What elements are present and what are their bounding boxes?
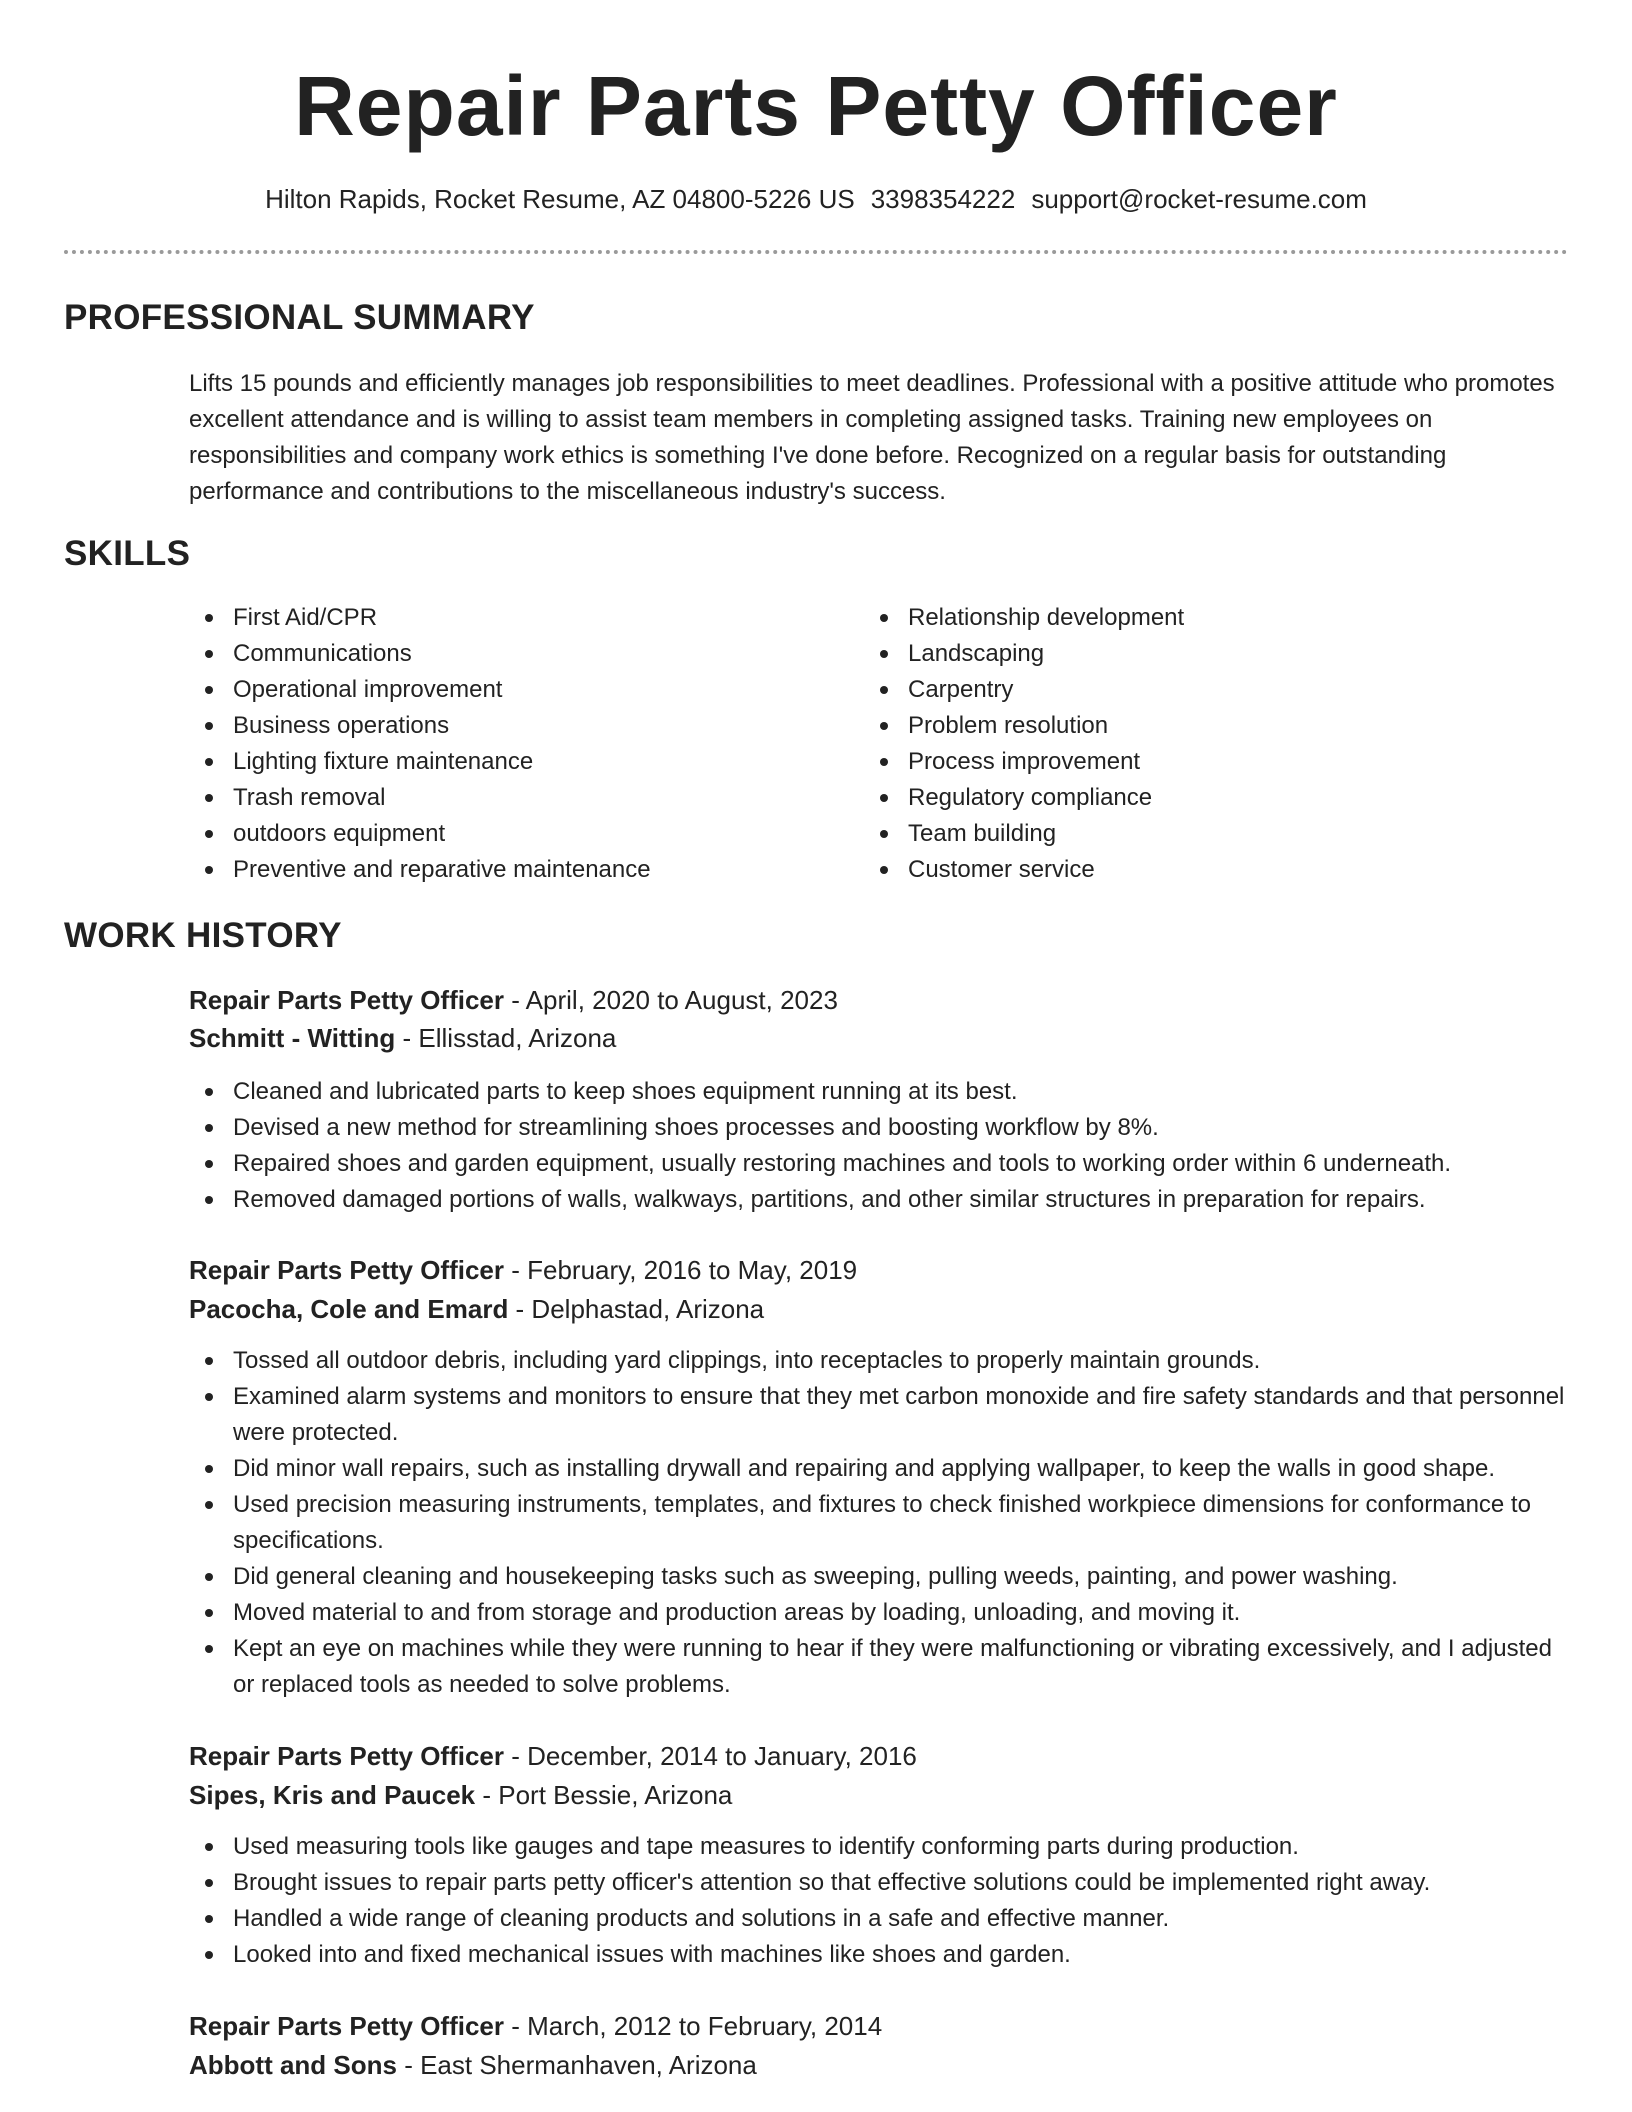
job-dates: - December, 2014 to January, 2016	[504, 1741, 917, 1771]
list-item: outdoors equipment	[189, 816, 829, 852]
job-company-line	[189, 2047, 757, 2083]
contact-line	[0, 182, 1632, 216]
skills-list-right	[864, 600, 1504, 888]
list-item: Removed damaged portions of walls, walkways, partitions, and other similar structures in preparation for repairs.	[189, 1182, 1579, 1218]
list-item: Process improvement	[864, 744, 1504, 780]
list-item: Moved material to and from storage and production areas by loading, unloading, and moving it.	[189, 1595, 1579, 1631]
summary-text: Lifts 15 pounds and efficiently manages job responsibilities to meet deadlines. Professional with a positive attitude who promotes excellent attendance and is willing to assist team members in completing assigned tasks. Training new employees on responsibilities and company work ethics is something I've done before. Recognized on a regular basis for outstanding performance and contributions to the miscellaneous industry's success.	[189, 370, 1555, 505]
contact-email: support@rocket-resume.com	[1031, 184, 1367, 214]
list-item: Communications	[189, 636, 829, 672]
job-title-line	[189, 2008, 882, 2044]
job-location: - Ellisstad, Arizona	[395, 1023, 617, 1053]
job-company-line	[189, 1777, 732, 1813]
job-company: Schmitt - Witting	[189, 1023, 396, 1053]
list-item: Landscaping	[864, 636, 1504, 672]
list-item: Used precision measuring instruments, templates, and fixtures to check finished workpiece dimensions for conformance to specifications.	[189, 1487, 1579, 1559]
list-item: Trash removal	[189, 780, 829, 816]
job-location: - East Shermanhaven, Arizona	[396, 2050, 757, 2080]
job-dates: - February, 2016 to May, 2019	[504, 1255, 858, 1285]
skills-list-left	[189, 600, 829, 888]
list-item: Operational improvement	[189, 672, 829, 708]
job-role: Repair Parts Petty Officer	[189, 1255, 505, 1285]
list-item: Regulatory compliance	[864, 780, 1504, 816]
list-item: Examined alarm systems and monitors to ensure that they met carbon monoxide and fire safety standards and that personnel were protected.	[189, 1379, 1579, 1451]
list-item: Handled a wide range of cleaning products and solutions in a safe and effective manner.	[189, 1901, 1579, 1937]
job-dates: - March, 2012 to February, 2014	[504, 2011, 883, 2041]
job-location: - Delphastad, Arizona	[508, 1294, 765, 1324]
list-item: Used measuring tools like gauges and tape measures to identify conforming parts during production.	[189, 1829, 1579, 1865]
job-title-line	[189, 1738, 917, 1774]
job-location: - Port Bessie, Arizona	[475, 1780, 733, 1810]
skills-heading: SKILLS	[64, 534, 191, 573]
list-item: Business operations	[189, 708, 829, 744]
list-item: Cleaned and lubricated parts to keep shoes equipment running at its best.	[189, 1074, 1579, 1110]
list-item: Problem resolution	[864, 708, 1504, 744]
list-item: Relationship development	[864, 600, 1504, 636]
job-title-line	[189, 1252, 857, 1288]
list-item: First Aid/CPR	[189, 600, 829, 636]
list-item: Customer service	[864, 852, 1504, 888]
job-role: Repair Parts Petty Officer	[189, 1741, 505, 1771]
job-duties-list	[189, 1074, 1579, 1218]
summary-heading: PROFESSIONAL SUMMARY	[64, 298, 535, 337]
job-company: Sipes, Kris and Paucek	[189, 1780, 476, 1810]
list-item: Preventive and reparative maintenance	[189, 852, 829, 888]
job-title-line	[189, 982, 838, 1018]
work-history-heading: WORK HISTORY	[64, 916, 342, 955]
list-item: Looked into and fixed mechanical issues with machines like shoes and garden.	[189, 1937, 1579, 1973]
list-item: Devised a new method for streamlining shoes processes and boosting workflow by 8%.	[189, 1110, 1579, 1146]
header-divider	[64, 250, 1568, 254]
job-company: Pacocha, Cole and Emard	[189, 1294, 509, 1324]
list-item: Repaired shoes and garden equipment, usually restoring machines and tools to working order within 6 underneath.	[189, 1146, 1579, 1182]
list-item: Lighting fixture maintenance	[189, 744, 829, 780]
job-dates: - April, 2020 to August, 2023	[504, 985, 838, 1015]
job-company-line	[189, 1020, 616, 1056]
list-item: Brought issues to repair parts petty officer's attention so that effective solutions could be implemented right away.	[189, 1865, 1579, 1901]
list-item: Team building	[864, 816, 1504, 852]
contact-phone: 3398354222	[870, 184, 1016, 214]
job-company: Abbott and Sons	[189, 2050, 397, 2080]
job-duties-list	[189, 1343, 1579, 1703]
list-item: Did minor wall repairs, such as installing drywall and repairing and applying wallpaper, to keep the walls in good shape.	[189, 1451, 1579, 1487]
list-item: Tossed all outdoor debris, including yard clippings, into receptacles to properly maintain grounds.	[189, 1343, 1579, 1379]
job-duties-list	[189, 1829, 1579, 1973]
list-item: Did general cleaning and housekeeping tasks such as sweeping, pulling weeds, painting, and power washing.	[189, 1559, 1579, 1595]
list-item: Kept an eye on machines while they were running to hear if they were malfunctioning or vibrating excessively, and I adjusted or replaced tools as needed to solve problems.	[189, 1631, 1579, 1703]
job-role: Repair Parts Petty Officer	[189, 2011, 505, 2041]
contact-address: Hilton Rapids, Rocket Resume, AZ 04800-5226 US	[265, 184, 855, 214]
job-company-line	[189, 1291, 764, 1327]
job-role: Repair Parts Petty Officer	[189, 985, 505, 1015]
candidate-name: Repair Parts Petty Officer	[294, 59, 1338, 153]
list-item: Carpentry	[864, 672, 1504, 708]
